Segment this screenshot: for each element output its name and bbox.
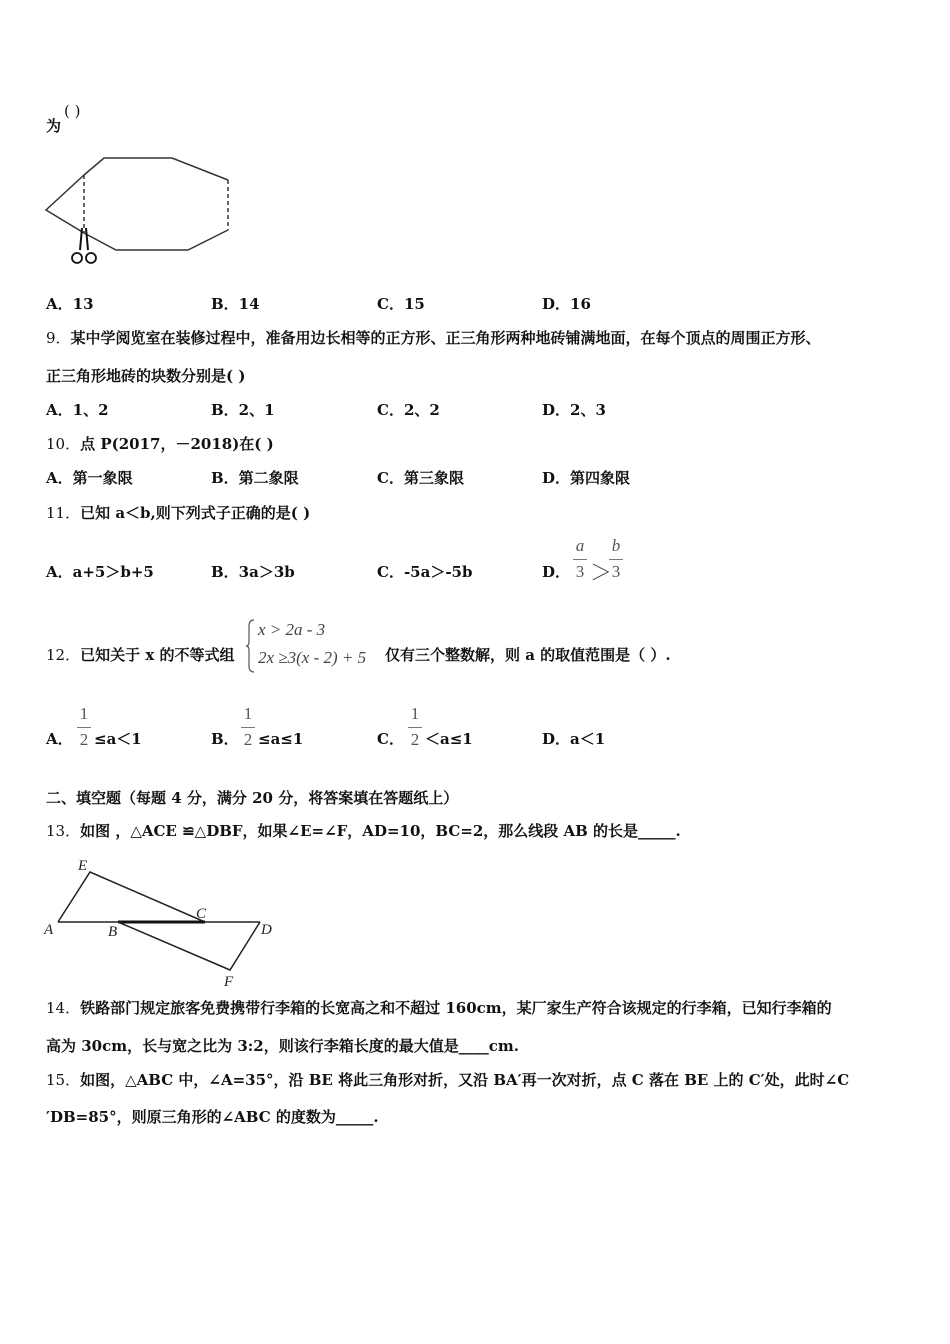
section-title: 二、填空题（每题 4 分，满分 20 分，将答案填在答题纸上） bbox=[46, 789, 459, 807]
q15-question bbox=[46, 1070, 849, 1090]
q12-a-numerator: 1 bbox=[79, 704, 89, 723]
label-a: A bbox=[44, 922, 54, 938]
q12-system-line1: x > 2a - 3 bbox=[258, 620, 326, 639]
q12-option-a: A． bbox=[46, 730, 73, 748]
q8-option-a: A．13 bbox=[46, 295, 94, 313]
q11-d-denominator-a: 3 bbox=[575, 562, 585, 581]
q9-option-c: C．2、2 bbox=[377, 401, 440, 419]
q9-option-b: B．2、1 bbox=[211, 401, 275, 419]
q8-octagon-figure bbox=[40, 150, 240, 270]
q14-line2: 高为 30cm，长与宽之比为 3:2，则该行李箱长度的最大值是____cm. bbox=[46, 1037, 519, 1055]
q9-option-a: A．1、2 bbox=[46, 401, 109, 419]
q13-number: 13． bbox=[46, 822, 81, 840]
q11-d-numerator-b: b bbox=[611, 536, 621, 555]
label-c: C bbox=[196, 906, 207, 922]
q11-option-b: B．3a＞3b bbox=[211, 563, 295, 581]
q12-b-tail: ≤a≤1 bbox=[258, 730, 304, 748]
q14-question bbox=[46, 998, 832, 1018]
q10-question bbox=[46, 434, 274, 454]
q15-line1: 如图，△ABC 中，∠A=35°，沿 BE 将此三角形对折，又沿 BA′再一次对折，点 C 落在 BE 上的 C′处，此时∠C bbox=[80, 1071, 850, 1089]
q10-number: 10． bbox=[46, 435, 81, 453]
q12-option-b: B． bbox=[211, 730, 239, 748]
q8-answer-paren: ( ) bbox=[64, 102, 81, 120]
q12-option-d: D．a＜1 bbox=[542, 730, 606, 748]
q12-b-numerator: 1 bbox=[243, 704, 253, 723]
label-e: E bbox=[78, 858, 88, 874]
q9-line2: 正三角形地砖的块数分别是( ) bbox=[46, 367, 246, 385]
q12-option-c: C． bbox=[377, 730, 404, 748]
q10-option-a: A．第一象限 bbox=[46, 469, 133, 487]
q11-d-denominator-b: 3 bbox=[611, 562, 621, 581]
q13-text: 如图 ，△ACE ≌△DBF，如果∠E=∠F，AD=10，BC=2，那么线段 AB 的长是_____. bbox=[80, 822, 681, 840]
q12-a-tail: ≤a＜1 bbox=[94, 730, 142, 748]
q12-b-denominator: 2 bbox=[243, 730, 253, 749]
q8-option-c: C．15 bbox=[377, 295, 425, 313]
q8-option-b: B．14 bbox=[211, 295, 260, 313]
q12-c-numerator: 1 bbox=[410, 704, 420, 723]
q15-line2: ′DB=85°，则原三角形的∠ABC 的度数为_____. bbox=[46, 1108, 379, 1126]
q12-prefix: 已知关于 x 的不等式组 bbox=[80, 646, 235, 664]
q10-option-b: B．第二象限 bbox=[211, 469, 299, 487]
q10-option-d: D．第四象限 bbox=[542, 469, 631, 487]
q12-a-frac-bar bbox=[77, 727, 91, 728]
q11-d-numerator-a: a bbox=[575, 536, 585, 555]
q12-number: 12． bbox=[46, 646, 81, 664]
label-f: F bbox=[224, 974, 234, 990]
q12-a-denominator: 2 bbox=[79, 730, 89, 749]
q11-option-c: C．-5a＞-5b bbox=[377, 563, 473, 581]
q11-d-frac-bar-a bbox=[573, 559, 587, 560]
q12-c-tail: ＜a≤1 bbox=[425, 730, 473, 748]
q11-question bbox=[46, 503, 310, 523]
q13-triangles-figure bbox=[40, 856, 280, 990]
q12-system-line2: 2x ≥3(x - 2) + 5 bbox=[258, 648, 367, 667]
q10-option-c: C．第三象限 bbox=[377, 469, 464, 487]
q8-text-tail: 为 bbox=[46, 117, 62, 135]
q11-option-d: D． bbox=[542, 563, 571, 581]
q11-number: 11． bbox=[46, 504, 81, 522]
q9-line1: 某中学阅览室在装修过程中，准备用边长相等的正方形、正三角形两种地砖铺满地面，在每个顶点的周围正方形、 bbox=[70, 329, 821, 347]
q10-text: 点 P(2017，－2018)在( ) bbox=[80, 435, 274, 453]
q9-question bbox=[46, 328, 821, 348]
q11-option-a: A．a+5＞b+5 bbox=[46, 563, 154, 581]
label-d: D bbox=[261, 922, 272, 938]
q11-d-frac-bar-b bbox=[609, 559, 623, 560]
q15-number: 15． bbox=[46, 1071, 81, 1089]
q12-b-frac-bar bbox=[241, 727, 255, 728]
q8-option-d: D．16 bbox=[542, 295, 591, 313]
q14-line1: 铁路部门规定旅客免费携带行李箱的长宽高之和不超过 160cm，某厂家生产符合该规定的行李箱，已知行李箱的 bbox=[80, 999, 832, 1017]
q12-c-frac-bar bbox=[408, 727, 422, 728]
q12-question-prefix bbox=[46, 645, 234, 665]
q12-c-denominator: 2 bbox=[410, 730, 420, 749]
q13-question bbox=[46, 821, 681, 841]
q9-number: 9． bbox=[46, 329, 71, 347]
q11-d-relation: ＞ bbox=[590, 561, 613, 586]
q11-text: 已知 a＜b,则下列式子正确的是( ) bbox=[80, 504, 311, 522]
label-b: B bbox=[108, 924, 118, 940]
q9-option-d: D．2、3 bbox=[542, 401, 606, 419]
q12-system-brace bbox=[246, 618, 256, 674]
q14-number: 14． bbox=[46, 999, 81, 1017]
q12-suffix: 仅有三个整数解，则 a 的取值范围是（ ）. bbox=[385, 646, 671, 664]
